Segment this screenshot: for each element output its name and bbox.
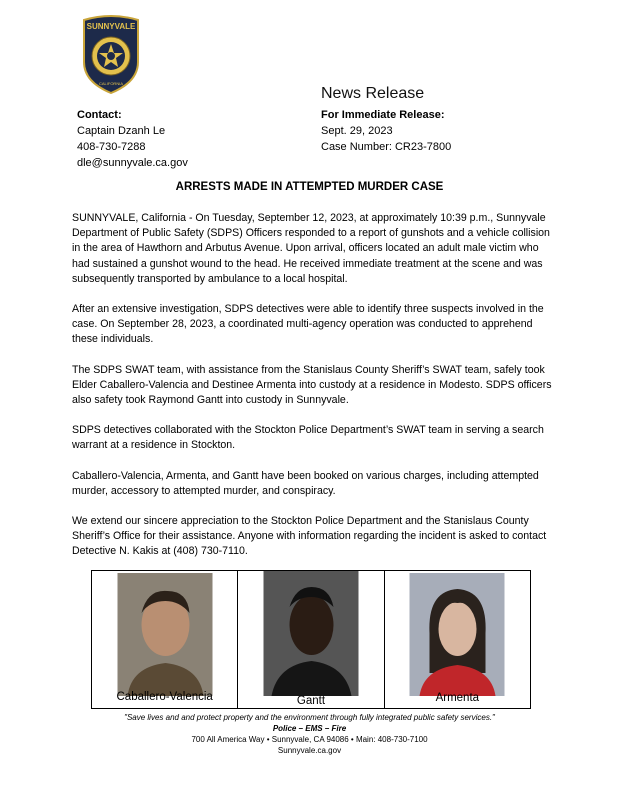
footer-motto: "Save lives and and protect property and the environment through fully integrated public safety services." bbox=[124, 713, 495, 722]
badge-bottom-text: CALIFORNIA bbox=[98, 81, 124, 86]
suspect-name: Gantt bbox=[296, 695, 326, 707]
contact-name: Captain Dzanh Le bbox=[77, 125, 166, 137]
badge-top-text: SUNNYVALE bbox=[86, 22, 136, 31]
headline: ARRESTS MADE IN ATTEMPTED MURDER CASE bbox=[175, 181, 444, 193]
suspect-photo bbox=[410, 573, 505, 696]
news-release-title: News Release bbox=[321, 85, 425, 102]
sunnyvale-dps-badge-logo bbox=[80, 14, 142, 94]
release-heading: For Immediate Release: bbox=[321, 109, 445, 121]
paragraph: SDPS detectives collaborated with the Stockton Police Department’s SWAT team in serving a search warrant at a residence in Stockton. bbox=[72, 424, 544, 452]
suspect-name: Armenta bbox=[435, 692, 480, 704]
footer-address: 700 All America Way • Sunnyvale, CA 94086 • Main: 408-730-7100 bbox=[191, 735, 428, 744]
paragraph: After an extensive investigation, SDPS detectives were able to identify three suspects involved in the case. On September 28, 2023, a coordinated multi-agency operation was conducted to apprehend these individuals. bbox=[72, 303, 544, 346]
contact-heading: Contact: bbox=[77, 109, 122, 121]
contact-phone: 408-730-7288 bbox=[77, 141, 146, 153]
contact-block bbox=[77, 107, 188, 171]
paragraph: The SDPS SWAT team, with assistance from the Stanislaus County Sheriff’s SWAT team, safely took Elder Caballero-Valencia and Destinee Armenta into custody at a residence in Modesto. SDPS officers also safety took Raymond Gantt into custody in Sunnyvale. bbox=[72, 363, 552, 407]
suspect-photo bbox=[117, 573, 212, 696]
release-body bbox=[72, 211, 552, 575]
case-number: Case Number: CR23-7800 bbox=[321, 141, 452, 153]
release-date: Sept. 29, 2023 bbox=[321, 125, 393, 137]
suspect-name: Caballero-Valencia bbox=[116, 691, 213, 703]
contact-email: dle@sunnyvale.ca.gov bbox=[77, 157, 188, 169]
suspect-photo bbox=[263, 571, 358, 696]
paragraph: SUNNYVALE, California - On Tuesday, September 12, 2023, at approximately 10:39 p.m., Sunnyvale Department of Public Safety (SDPS) Officers responded to a report of gunshots and a vehicle collision in the area of Hawthorn and Arbutus Avenue. Upon arrival, officers located an adult male victim who had sustained a gunshot wound to the head. He received immediate treatment at the scene and was subsequently transported by ambulance to a local hospital. bbox=[72, 212, 550, 285]
paragraph: Caballero-Valencia, Armenta, and Gantt have been booked on various charges, including attempted murder, accessory to attempted murder, and conspiracy. bbox=[72, 469, 539, 497]
footer-website: Sunnyvale.ca.gov bbox=[277, 746, 342, 755]
paragraph: We extend our sincere appreciation to the Stockton Police Department and the Stanislaus County Sheriff’s Office for their assistance. Anyone with information regarding the incident is asked to contact Detective N. Kakis at (408) 730-7110. bbox=[72, 515, 547, 558]
suspect-cell bbox=[238, 571, 384, 708]
release-block bbox=[321, 107, 451, 155]
footer bbox=[0, 712, 619, 756]
footer-services: Police – EMS – Fire bbox=[272, 724, 347, 733]
suspect-photo-table bbox=[91, 570, 531, 709]
suspect-cell bbox=[385, 571, 530, 708]
suspect-cell bbox=[92, 571, 238, 708]
